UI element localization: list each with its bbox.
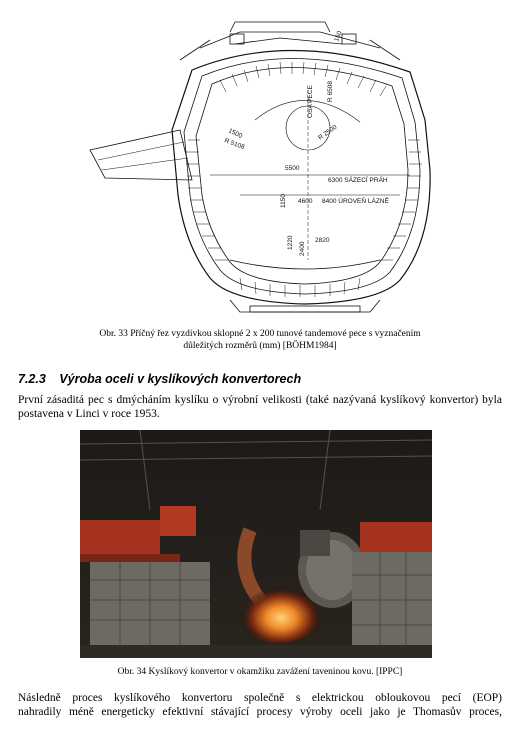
left-platform — [80, 506, 210, 652]
figure-33-caption — [30, 328, 490, 352]
dim-5500: 5500 — [285, 165, 300, 172]
hearth-bottom — [230, 260, 380, 269]
dim-r6508: R 6508 — [327, 81, 334, 102]
furnace-shell — [172, 50, 430, 304]
figure-33-caption-line2: důležitých rozměrů (mm) [BÖHM1984] — [183, 341, 337, 351]
section-heading — [18, 372, 301, 386]
figure-34-caption: Obr. 34 Kyslíkový konvertor v okamžiku zavážení taveninou kovu. [IPPC] — [117, 667, 403, 677]
figure-33-caption-line1: Obr. 33 Příčný řez vyzdívkou sklopné 2 x 200 tunové tandemové pece s vyznačením — [99, 329, 421, 339]
dim-150: 150 — [333, 30, 344, 43]
dim-1220: 1220 — [287, 235, 294, 250]
dim-2820: 2820 — [315, 237, 330, 244]
support-base — [230, 300, 380, 312]
dim-1150: 1150 — [280, 194, 287, 208]
dim-1500: 1500 — [227, 127, 244, 140]
dim-4600: 4600 — [298, 198, 313, 205]
right-platform — [352, 522, 432, 652]
charging-chute — [90, 130, 192, 180]
dim-r5108: R 5108 — [223, 137, 246, 152]
section-title: Výroba oceli v kyslíkových konvertorech — [59, 372, 302, 386]
section-number: 7.2.3 — [18, 372, 46, 386]
furnace-cross-section-drawing — [80, 10, 470, 322]
roof-frame — [180, 22, 400, 60]
paragraph-2-line2: nahradily méně energeticky efektivní stávající procesy výroby oceli jako je Thomasův proces, — [18, 706, 502, 718]
paragraph-1: První zásaditá pec s dmýcháním kyslíku o výrobní velikosti (také nazývaná kyslíkový konvertor) byla postavena v Linci v roce 1953. — [18, 394, 502, 420]
dim-2400: 2400 — [299, 241, 306, 256]
dim-r2500: R 2500 — [317, 123, 339, 142]
paragraph-2-line1: Následně proces kyslíkového konvertoru společně s elektrickou obloukovou pecí (EOP) — [18, 692, 502, 704]
converter-photo — [80, 430, 432, 658]
label-sazeci-prah: 6300 SÁZECÍ PRÁH — [328, 177, 388, 184]
label-uroven-lazne: 8400 ÚROVEŇ LÁZNĚ — [322, 198, 389, 205]
dim-osa-pece: OSA PECE — [307, 85, 314, 118]
paragraph-2 — [18, 691, 502, 719]
